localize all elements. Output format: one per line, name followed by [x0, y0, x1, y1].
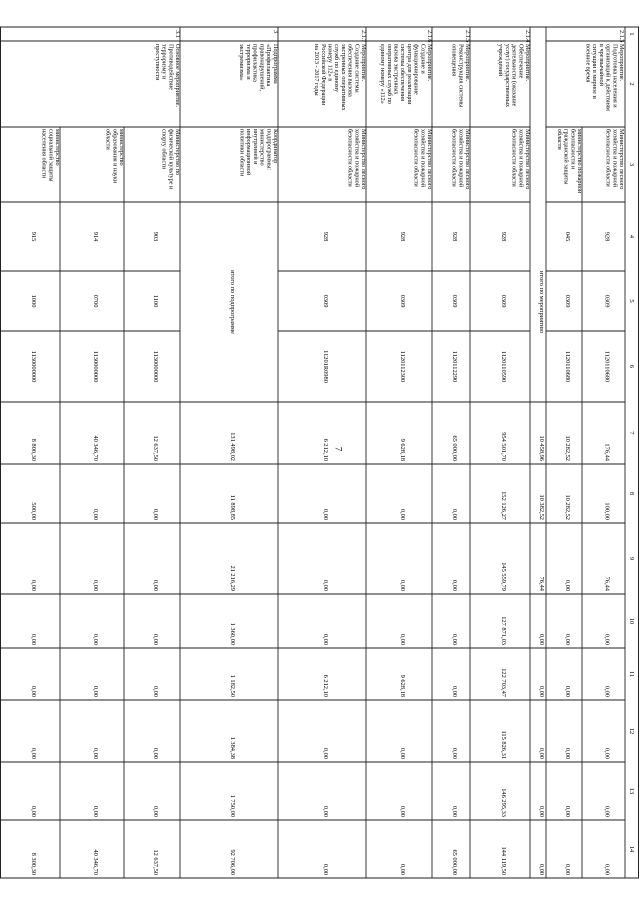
value-cell: 0,00	[399, 579, 407, 591]
executor-name: безопасности и	[569, 129, 577, 170]
target-code: 1130000000	[30, 350, 38, 383]
grbs-code: 928	[322, 231, 330, 242]
total-value: 0,00	[538, 863, 546, 875]
value-cell: 0,00	[451, 805, 459, 817]
row-name: услуг) государственных	[503, 44, 511, 108]
value-cell: 10 282,52	[564, 435, 572, 461]
executor-name: безопасности области	[346, 129, 354, 187]
row-name: «Профилактика	[265, 44, 273, 87]
target-code: 1130000000	[92, 350, 100, 383]
row-name: системы обеспечения	[399, 44, 407, 101]
value-cell: 0,00	[30, 633, 38, 645]
row-name: преступности	[153, 44, 161, 81]
column-number: 9	[628, 556, 636, 561]
value-cell: 0,00	[322, 508, 330, 520]
total-value: 21 216,29	[229, 565, 237, 591]
value-cell: 127 871,03	[500, 616, 508, 645]
total-value: 76,44	[538, 576, 546, 591]
value-cell: 0,00	[30, 579, 38, 591]
row-name: военное время	[584, 44, 592, 83]
section-code: 1100	[152, 294, 160, 308]
value-cell: 115 826,31	[500, 730, 508, 759]
executor-name: Координатор	[272, 129, 279, 164]
value-cell: 0,00	[152, 685, 160, 697]
value-cell: 0,00	[92, 805, 100, 817]
value-cell: 0,00	[399, 805, 407, 817]
executor-name: министерство	[118, 129, 125, 166]
row-name: оповещения	[450, 44, 458, 77]
row-name: центра для реализации	[405, 44, 413, 105]
row-name: Подпрограмма	[272, 44, 279, 84]
row-name: Создание и	[419, 44, 427, 74]
row-name: терроризма и	[244, 44, 252, 80]
executor-name: министерство	[54, 129, 61, 166]
total-value: 10 458,96	[538, 435, 546, 461]
executor-name: Министерство лесного	[524, 129, 531, 190]
value-cell: 0,00	[564, 805, 572, 817]
executor-name: гражданской защиты	[562, 129, 570, 185]
value-cell: 9 628,18	[399, 674, 407, 697]
value-cell: 12 637,50	[152, 435, 160, 461]
section-code: 0309	[451, 294, 459, 308]
row-name: функционирование	[412, 44, 420, 95]
section-code: 0700	[92, 294, 100, 308]
target-code: 1120110680	[564, 350, 572, 383]
value-cell: 0,00	[564, 863, 572, 875]
total-value: 92 706,00	[229, 849, 237, 875]
value-cell: 8 300,30	[30, 852, 38, 875]
row-name: Мероприятие.	[360, 44, 367, 82]
row-number: 2.1.7	[360, 30, 367, 43]
target-code: 11201R0980	[322, 350, 330, 383]
section-code: 0309	[399, 294, 407, 308]
total-value: 10 382,52	[538, 494, 546, 520]
value-cell: 0,00	[603, 805, 611, 817]
column-number: 13	[628, 787, 636, 795]
total-label: итого по подпрограмме	[229, 270, 237, 334]
row-name: Мероприятие.	[464, 44, 471, 82]
section-code: 1000	[30, 294, 38, 308]
row-name: вызова экстренных	[392, 44, 400, 95]
row-name: правонарушений,	[258, 44, 266, 92]
value-cell: 8 800,30	[30, 438, 38, 461]
value-cell: 0,00	[451, 508, 459, 520]
column-number: 1	[628, 32, 636, 36]
value-cell: 0,00	[603, 747, 611, 759]
column-number: 10	[628, 617, 636, 625]
value-cell: 0,00	[92, 508, 100, 520]
value-cell: 6 212,10	[322, 674, 330, 697]
value-cell: 100,00	[603, 502, 611, 520]
row-name: экстренных оперативных	[339, 44, 347, 111]
row-name: оперативных служб по	[385, 44, 393, 105]
total-value: 1 360,00	[229, 622, 237, 645]
executor-name: министерство	[258, 129, 266, 166]
row-number: 2.1.4	[524, 30, 531, 43]
value-cell: 0,00	[92, 685, 100, 697]
value-cell: 0,00	[451, 685, 459, 697]
row-name: Мероприятие.	[524, 44, 531, 82]
value-cell: 0,00	[92, 579, 100, 591]
total-value: 0,00	[538, 805, 546, 817]
value-cell: 0,00	[564, 747, 572, 759]
row-name: Подготовка населения и	[611, 44, 619, 108]
executor-name: физической культуре и	[167, 129, 175, 190]
row-name: в чрезвычайной	[597, 44, 605, 86]
value-cell: 6 212,10	[322, 438, 330, 461]
grbs-code: 914	[92, 231, 100, 242]
executor-name: безопасности области	[510, 129, 518, 187]
value-cell: 0,00	[603, 685, 611, 697]
total-value: 131 498,02	[229, 432, 237, 461]
grbs-code: 928	[399, 231, 407, 242]
value-cell: 12 637,50	[152, 849, 160, 875]
executor-name: информационной	[245, 129, 253, 176]
total-value: 1 182,50	[229, 674, 237, 697]
value-cell: 0,00	[322, 579, 330, 591]
value-cell: 0,00	[399, 863, 407, 875]
value-cell: 500,00	[30, 502, 38, 520]
value-cell: 76,44	[603, 576, 611, 591]
column-number: 5	[628, 299, 636, 303]
value-cell: 0,00	[92, 747, 100, 759]
value-cell: 176,44	[603, 443, 611, 461]
value-cell: 0,00	[322, 747, 330, 759]
value-cell: 40 346,70	[92, 849, 100, 875]
grbs-code: 928	[451, 231, 459, 242]
value-cell: 0,00	[152, 747, 160, 759]
row-name: учреждений	[497, 44, 505, 77]
column-number: 2	[628, 82, 636, 86]
grbs-code: 915	[30, 231, 38, 242]
executor-name: политики области	[238, 129, 246, 177]
row-name: Мероприятие.	[426, 44, 433, 82]
value-cell: 0,00	[322, 863, 330, 875]
executor-name: Министерство по	[174, 129, 181, 176]
executor-name: спорту области	[160, 129, 168, 170]
executor-name: хозяйства и пожарной	[517, 129, 525, 188]
executor-name: хозяйства и пожарной	[353, 129, 361, 188]
executor-name: безопасности области	[604, 129, 612, 187]
row-name: профилактика	[251, 44, 259, 82]
value-cell: 0,00	[451, 633, 459, 645]
target-code: 1120112290	[451, 350, 459, 383]
value-cell: 0,00	[30, 747, 38, 759]
target-code: 1120112300	[399, 350, 407, 383]
row-number: 3	[272, 30, 279, 34]
value-cell: 0,00	[152, 508, 160, 520]
total-value: 1 750,00	[229, 794, 237, 817]
value-cell: 144 119,50	[500, 846, 508, 875]
value-cell: 0,00	[322, 805, 330, 817]
grbs-code: 903	[152, 231, 160, 242]
merged-total-cell	[531, 28, 546, 401]
value-cell: 40 346,70	[92, 435, 100, 461]
column-number: 7	[628, 431, 636, 435]
value-cell: 0,00	[399, 508, 407, 520]
executor-name: хозяйства и пожарной	[419, 129, 427, 188]
executor-name: министерство пожарной	[576, 129, 583, 194]
row-name: организаций к действиям	[604, 44, 612, 111]
grbs-code: 928	[500, 231, 508, 242]
executor-name: Министерство лесного	[426, 129, 433, 190]
value-cell: 9 628,18	[399, 438, 407, 461]
value-cell: 0,00	[399, 633, 407, 645]
value-cell: 0,00	[603, 633, 611, 645]
grbs-code: 045	[564, 231, 572, 242]
page-number: 7	[333, 446, 344, 452]
value-cell: 0,00	[399, 747, 407, 759]
executor-name: социальной защиты	[47, 129, 55, 182]
target-code: 1130000000	[152, 350, 160, 383]
value-cell: 954 501,70	[500, 432, 508, 461]
row-name: обеспечения вызова	[346, 44, 354, 97]
value-cell: 0,00	[451, 747, 459, 759]
column-number: 12	[628, 727, 636, 735]
executor-name: хозяйства и пожарной	[457, 129, 465, 188]
value-cell: 0,00	[92, 633, 100, 645]
row-name: на 2013 - 2017 годы	[313, 44, 321, 96]
value-cell: 10 282,52	[564, 494, 572, 520]
target-code: 1120110590	[500, 350, 508, 383]
row-name: Противодействие	[167, 44, 175, 91]
column-number: 11	[628, 670, 636, 678]
value-cell: 145 559,79	[500, 562, 508, 591]
executor-name: населения области	[40, 129, 48, 179]
row-name: Российской Федерации	[319, 44, 327, 106]
row-name: Основное мероприятие.	[174, 44, 181, 108]
value-cell: 65 000,00	[451, 435, 459, 461]
row-name: служб по единому	[333, 44, 341, 93]
executor-name: образования и науки	[111, 129, 119, 184]
value-cell: 0,00	[152, 805, 160, 817]
executor-name: хозяйства и пожарной	[611, 129, 619, 188]
total-value: 11 898,85	[229, 494, 237, 520]
value-cell: 0,00	[30, 805, 38, 817]
row-name: Создание системы	[353, 44, 361, 93]
total-value: 0,00	[538, 633, 546, 645]
value-cell: 122 703,47	[500, 668, 508, 697]
executor-name: области	[555, 129, 563, 150]
row-name: Реконструкция системы	[457, 44, 465, 108]
column-number: 6	[628, 364, 636, 369]
row-name: единому номеру «112»	[379, 44, 387, 104]
value-cell: 0,00	[603, 863, 611, 875]
executor-name: безопасности области	[412, 129, 420, 187]
executor-name: области	[104, 129, 112, 150]
row-number: 2.1.3	[618, 30, 625, 43]
executor-name: безопасности области	[450, 129, 458, 187]
total-label: итого по мероприятию	[538, 270, 546, 334]
row-name: деятельности (оказание	[510, 44, 518, 107]
section-code: 0309	[603, 294, 611, 308]
value-cell: 0,00	[564, 685, 572, 697]
value-cell: 0,00	[322, 633, 330, 645]
value-cell: 0,00	[564, 579, 572, 591]
column-number: 4	[628, 234, 636, 239]
value-cell: 65 000,00	[451, 849, 459, 875]
value-cell: 0,00	[152, 633, 160, 645]
target-code: 1120110680	[603, 350, 611, 383]
row-name: Мероприятие.	[618, 44, 625, 82]
executor-name: Министерство лесного	[360, 129, 367, 190]
row-number: 2.1.6	[426, 30, 433, 43]
row-number: 3.1	[174, 30, 181, 38]
executor-name: подпрограммы:	[265, 129, 273, 170]
value-cell: 0,00	[564, 633, 572, 645]
total-value: 1 384,38	[229, 736, 237, 759]
value-cell: 146 295,33	[500, 788, 508, 817]
total-value: 0,00	[538, 685, 546, 697]
total-value: 0,00	[538, 747, 546, 759]
value-cell: 0,00	[451, 579, 459, 591]
row-name: Обеспечение	[517, 44, 525, 79]
value-cell: 152 126,27	[500, 491, 508, 520]
value-cell: 0,00	[152, 579, 160, 591]
value-cell: 0,00	[30, 685, 38, 697]
section-code: 0309	[564, 294, 572, 308]
column-number: 3	[628, 162, 636, 167]
row-name: терроризму и	[160, 44, 168, 80]
section-code: 0309	[500, 294, 508, 308]
column-number: 14	[628, 845, 636, 853]
executor-name: внутренней и	[251, 129, 259, 165]
executor-name: Министерство лесного	[618, 129, 625, 190]
row-name: ситуации в мирное и	[591, 44, 599, 99]
section-code: 0309	[322, 294, 330, 308]
executor-name: Министерство лесного	[464, 129, 471, 190]
column-number: 8	[628, 491, 636, 496]
row-name: экстремизма»	[238, 44, 245, 81]
row-name: номеру 112» в	[326, 44, 334, 82]
row-number: 2.1.5	[464, 30, 471, 43]
grbs-code: 928	[603, 231, 611, 242]
